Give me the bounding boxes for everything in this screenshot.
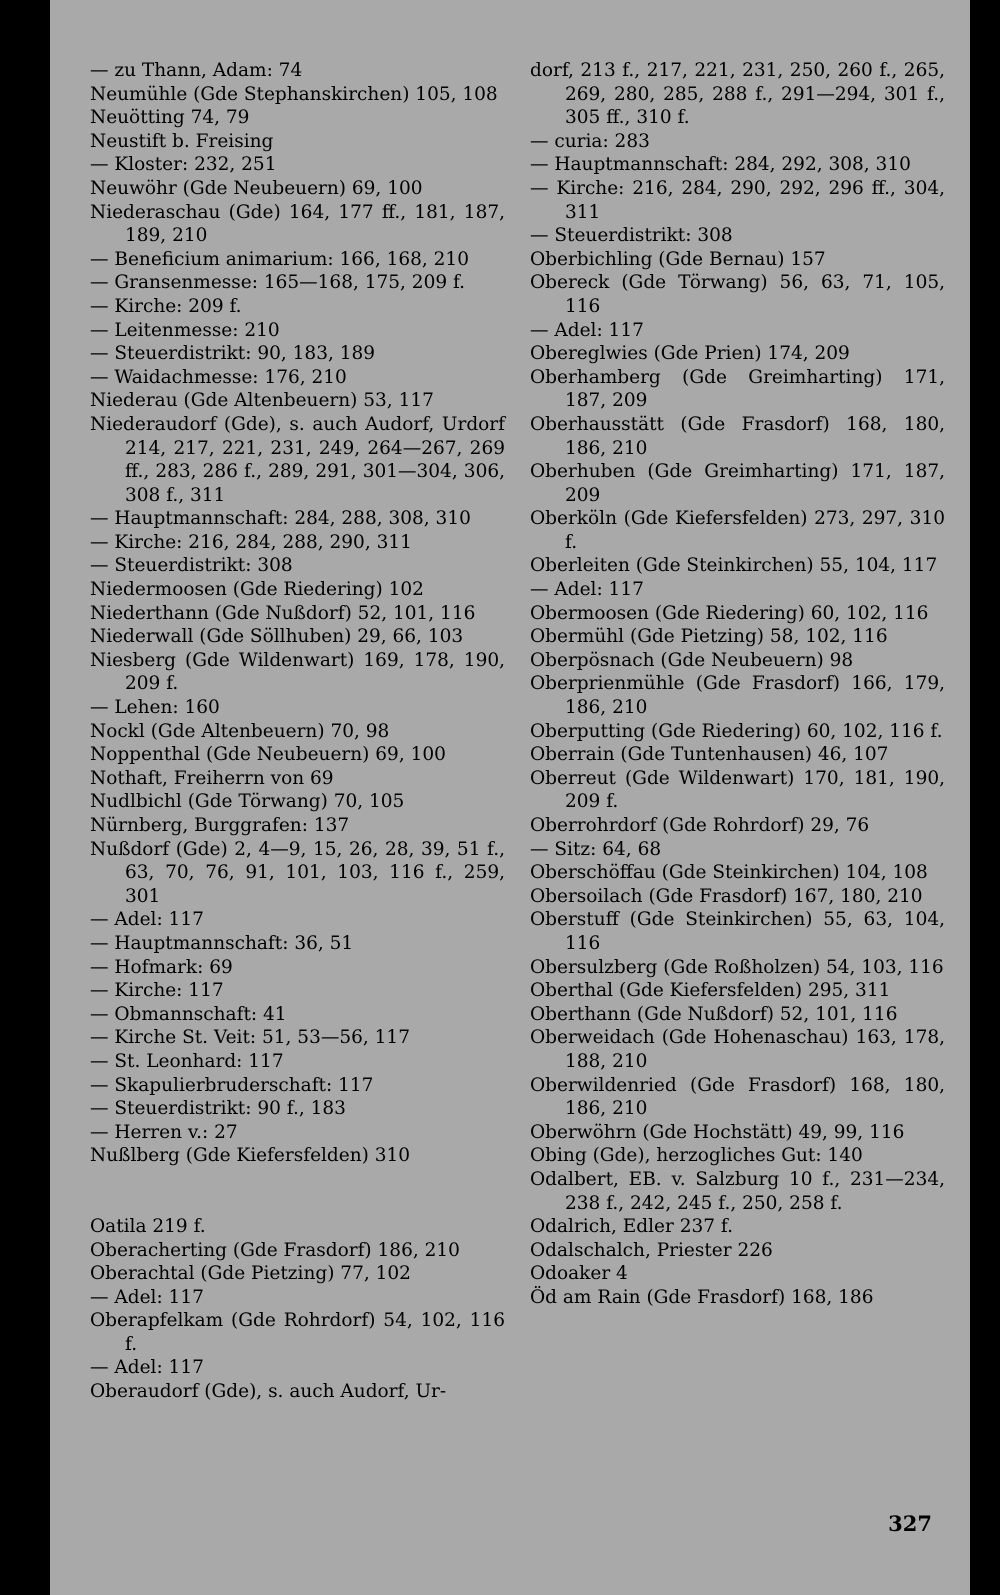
index-entry: Oberputting (Gde Riedering) 60, 102, 116 f. — [530, 720, 943, 742]
index-entry: Obing (Gde), herzogliches Gut: 140 — [530, 1145, 863, 1167]
index-entry: — Skapulierbruderschaft: 117 — [90, 1074, 374, 1096]
index-entry: Oberthann (Gde Nußdorf) 52, 101, 116 — [530, 1003, 898, 1025]
index-entry: Nudlbichl (Gde Törwang) 70, 105 — [90, 791, 405, 813]
index-entry: — Kirche: 216, 284, 288, 290, 311 — [90, 531, 412, 553]
index-entry: Noppenthal (Gde Neubeuern) 69, 100 — [90, 744, 446, 766]
index-entry: Odalbert, EB. v. Salzburg 10 f., 231—234, 238 f., 242, 245 f., 250, 258 f. — [530, 1168, 945, 1214]
index-entry: Odalrich, Edler 237 f. — [530, 1216, 733, 1238]
index-entry: Oberrain (Gde Tuntenhausen) 46, 107 — [530, 744, 889, 766]
index-entry: Neumühle (Gde Stephanskirchen) 105, 108 — [90, 83, 498, 105]
index-entry: — Adel: 117 — [530, 579, 644, 601]
index-entry: — Herren v.: 27 — [90, 1121, 238, 1143]
index-entry: Oberweidach (Gde Hohenaschau) 163, 178, 188, 210 — [530, 1027, 945, 1072]
index-entry: Oberleiten (Gde Steinkirchen) 55, 104, 117 — [530, 555, 938, 577]
index-entry: Oberwöhrn (Gde Hochstätt) 49, 99, 116 — [530, 1121, 905, 1143]
index-entry: Oberhamberg (Gde Greimharting) 171, 187, 209 — [530, 366, 945, 412]
index-entry: — zu Thann, Adam: 74 — [90, 60, 303, 81]
index-entry: Niederau (Gde Altenbeuern) 53, 117 — [90, 390, 434, 412]
index-entry: Obermoosen (Gde Riedering) 60, 102, 116 — [530, 602, 929, 624]
index-entry: — Adel: 117 — [90, 909, 204, 931]
index-column-right — [530, 59, 945, 1309]
index-entry: Oberacherting (Gde Frasdorf) 186, 210 — [90, 1239, 460, 1261]
index-entry: — Hauptmannschaft: 284, 292, 308, 310 — [530, 154, 911, 176]
index-entry: Nußdorf (Gde) 2, 4—9, 15, 26, 28, 39, 51 f., 63, 70, 76, 91, 101, 103, 116 f., 259, 301 — [90, 838, 505, 907]
index-column-left — [90, 59, 505, 1404]
index-entry: — Steuerdistrikt: 308 — [90, 555, 293, 577]
index-entry: Oberthal (Gde Kiefersfelden) 295, 311 — [530, 980, 891, 1002]
index-entry: — Waidachmesse: 176, 210 — [90, 366, 347, 388]
index-entry: — Kirche: 216, 284, 290, 292, 296 ff., 304, 311 — [530, 177, 945, 223]
index-entry: Nothaft, Freiherrn von 69 — [90, 767, 334, 789]
index-entry: Niesberg (Gde Wildenwart) 169, 178, 190, 209 f. — [90, 649, 505, 695]
index-entry: — Kirche: 209 f. — [90, 295, 242, 317]
page-number: 327 — [888, 1511, 932, 1536]
index-entry: — Beneficium animarium: 166, 168, 210 — [90, 248, 469, 270]
index-entry: — Lehen: 160 — [90, 697, 220, 719]
index-entry: Oberaudorf (Gde), s. auch Audorf, Ur- — [90, 1381, 447, 1403]
index-entry: Oberreut (Gde Wildenwart) 170, 181, 190, 209 f. — [530, 767, 945, 813]
index-entry: Niederaudorf (Gde), s. auch Audorf, Urdorf 214, 217, 221, 231, 249, 264—267, 269 ff., 283, 286 f., 289, 291, 301—304, 306, 308 f., 311 — [90, 413, 505, 506]
index-entry: Obereglwies (Gde Prien) 174, 209 — [530, 343, 850, 365]
index-entry: — Adel: 117 — [90, 1357, 204, 1379]
index-entry: — Gransenmesse: 165—168, 175, 209 f. — [90, 272, 466, 294]
index-entry: Niederwall (Gde Söllhuben) 29, 66, 103 — [90, 626, 464, 648]
index-entry: Oberapfelkam (Gde Rohrdorf) 54, 102, 116 f. — [90, 1310, 505, 1355]
index-entry: — Kloster: 232, 251 — [90, 154, 277, 176]
index-entry: Obermühl (Gde Pietzing) 58, 102, 116 — [530, 626, 888, 648]
index-entry: Oberköln (Gde Kiefersfelden) 273, 297, 310 f. — [530, 508, 945, 553]
index-entry: Oberstuff (Gde Steinkirchen) 55, 63, 104, 116 — [530, 909, 945, 954]
index-entry: — Adel: 117 — [530, 319, 644, 341]
index-entry: — Leitenmesse: 210 — [90, 319, 280, 341]
index-entry: — curia: 283 — [530, 130, 650, 152]
index-entry: Oberbichling (Gde Bernau) 157 — [530, 248, 826, 270]
index-entry: Öd am Rain (Gde Frasdorf) 168, 186 — [530, 1286, 874, 1308]
index-entry: Neustift b. Freising — [90, 130, 274, 152]
index-entry: Oberprienmühle (Gde Frasdorf) 166, 179, 186, 210 — [530, 673, 945, 719]
index-entry: Niederthann (Gde Nußdorf) 52, 101, 116 — [90, 602, 476, 624]
index-entry: — Hauptmannschaft: 284, 288, 308, 310 — [90, 508, 471, 530]
index-entry: — Adel: 117 — [90, 1286, 204, 1308]
index-entry: Nockl (Gde Altenbeuern) 70, 98 — [90, 720, 390, 742]
index-entry: Nußlberg (Gde Kiefersfelden) 310 — [90, 1145, 411, 1167]
index-entry: — Kirche: 117 — [90, 980, 224, 1002]
index-entry: Odalschalch, Priester 226 — [530, 1239, 773, 1261]
index-entry: Neuwöhr (Gde Neubeuern) 69, 100 — [90, 177, 423, 199]
index-entry: — Hauptmannschaft: 36, 51 — [90, 932, 354, 954]
index-entry: — St. Leonhard: 117 — [90, 1050, 284, 1072]
index-entry: — Hofmark: 69 — [90, 956, 233, 978]
index-entry: Nürnberg, Burggrafen: 137 — [90, 815, 350, 836]
index-entry: — Steuerdistrikt: 308 — [530, 225, 733, 247]
index-entry: Oberhausstätt (Gde Frasdorf) 168, 180, 186, 210 — [530, 413, 945, 459]
index-entry: Obersulzberg (Gde Roßholzen) 54, 103, 116 — [530, 956, 944, 978]
index-entry: Oberhuben (Gde Greimharting) 171, 187, 209 — [530, 461, 945, 506]
index-entry: Oberpösnach (Gde Neubeuern) 98 — [530, 649, 854, 671]
index-entry: Oberrohrdorf (Gde Rohrdorf) 29, 76 — [530, 815, 870, 836]
index-entry: dorf, 213 f., 217, 221, 231, 250, 260 f., 265, 269, 280, 285, 288 f., 291—294, 301 f., 305 ff., 310 f. — [530, 60, 945, 129]
index-entry: — Sitz: 64, 68 — [530, 838, 662, 860]
index-entry: Obereck (Gde Törwang) 56, 63, 71, 105, 116 — [530, 272, 945, 317]
index-entry: Obersoilach (Gde Frasdorf) 167, 180, 210 — [530, 885, 923, 907]
index-entry: Niedermoosen (Gde Riedering) 102 — [90, 579, 424, 601]
index-entry: — Steuerdistrikt: 90 f., 183 — [90, 1098, 346, 1120]
index-entry: — Obmannschaft: 41 — [90, 1003, 287, 1025]
book-page — [50, 0, 970, 1595]
index-entry: Oberschöffau (Gde Steinkirchen) 104, 108 — [530, 862, 928, 884]
index-entry: Oberachtal (Gde Pietzing) 77, 102 — [90, 1263, 411, 1285]
index-entry: Oberwildenried (Gde Frasdorf) 168, 180, 186, 210 — [530, 1074, 945, 1120]
index-entry: — Steuerdistrikt: 90, 183, 189 — [90, 343, 376, 365]
index-entry: Oatila 219 f. — [90, 1215, 206, 1237]
index-entry: Niederaschau (Gde) 164, 177 ff., 181, 187, 189, 210 — [90, 201, 505, 247]
index-entry: Neuötting 74, 79 — [90, 107, 250, 129]
index-entry: — Kirche St. Veit: 51, 53—56, 117 — [90, 1027, 410, 1049]
index-entry: Odoaker 4 — [530, 1263, 628, 1285]
